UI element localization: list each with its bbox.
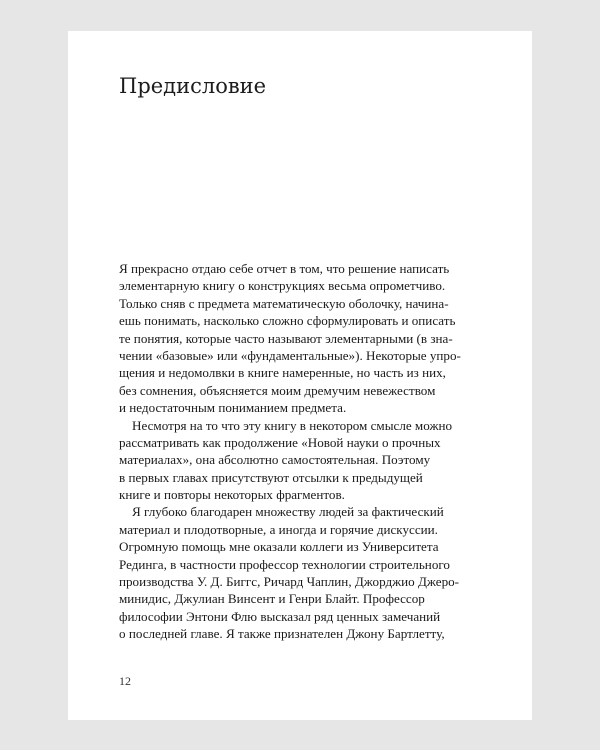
body-text <box>119 260 499 643</box>
text-line: Рединга, в частности профессор технологии строительного <box>119 556 450 572</box>
text-line: в первых главах присутствуют отсылки к предыдущей <box>119 469 423 485</box>
text-line: материал и плодотворные, а иногда и горячие дискуссии. <box>119 521 438 537</box>
text-line: ешь понимать, насколько сложно сформулировать и описать <box>119 313 456 329</box>
text-line: рассматривать как продолжение «Новой науки о прочных <box>119 434 441 450</box>
text-line: и недостаточным пониманием предмета. <box>119 400 347 416</box>
text-line: чении «базовые» или «фундаментальные»). Некоторые упро- <box>119 347 461 363</box>
text-line: те понятия, которые часто называют элементарными (в зна- <box>119 330 453 346</box>
text-line: Несмотря на то что эту книгу в некотором смысле можно <box>132 417 453 433</box>
book-page <box>68 31 532 720</box>
page-number: 12 <box>119 674 131 688</box>
text-line: Огромную помощь мне оказали коллеги из Университета <box>119 539 439 555</box>
text-line: без сомнения, объясняется моим дремучим невежеством <box>119 382 436 398</box>
text-line: производства У. Д. Биггс, Ричард Чаплин, Джорджио Джеро- <box>119 574 460 590</box>
text-line: книге и повторы некоторых фрагментов. <box>119 487 345 503</box>
text-line: материалах», она абсолютно самостоятельная. Поэтому <box>119 452 431 468</box>
text-line: элементарную книгу о конструкциях весьма опрометчиво. <box>119 278 446 294</box>
text-line: Я глубоко благодарен множеству людей за фактический <box>132 504 444 520</box>
text-line: минидис, Джулиан Винсент и Генри Блайт. Профессор <box>119 591 425 607</box>
text-line: Только сняв с предмета математическую оболочку, начина- <box>119 295 449 311</box>
text-line: о последней главе. Я также признателен Джону Бартлетту, <box>119 626 445 642</box>
text-line: Я прекрасно отдаю себе отчет в том, что решение написать <box>119 261 450 276</box>
text-line: философии Энтони Флю высказал ряд ценных замечаний <box>119 608 441 624</box>
text-line: щения и недомолвки в книге намеренные, но часть из них, <box>119 365 446 381</box>
page-title: Предисловие <box>119 74 267 98</box>
